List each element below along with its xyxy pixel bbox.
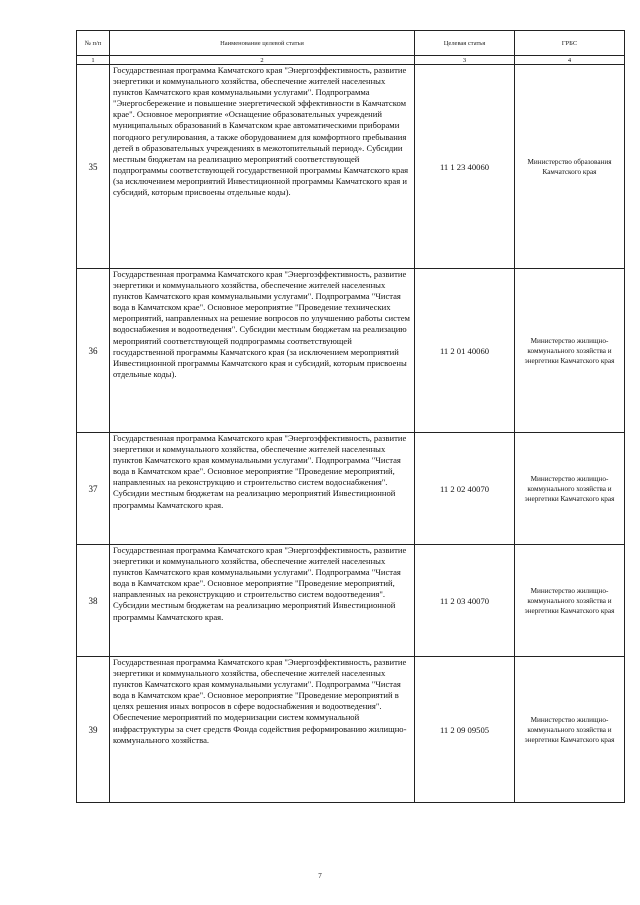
table-row — [77, 433, 625, 545]
header-code: Целевая статья — [415, 31, 515, 56]
row-description: Государственная программа Камчатского края "Энергоэффективность, развитие энергетики и коммунального хозяйства, обеспечение жителей населенных пунктов Камчатского края коммунальными услугами". Подпрограмма "Чистая вода в Камчатском крае". Основное мероприятие "Проведение технических мероприятий, направленных на решение вопросов по улучшению работы систем водоснабжения и водоотведения". Субсидии местным бюджетам на реализацию мероприятий соответствующей подпрограммы соответствующей государственной программы Камчатского края (за исключением мероприятий Инвестиционной программы Камчатского края и субсидий, которым присвоены отдельные коды). — [110, 269, 415, 433]
header-name: Наименование целевой статьи — [110, 31, 415, 56]
table-row — [77, 269, 625, 433]
row-code: 11 2 03 40070 — [415, 545, 515, 657]
row-code: 11 1 23 40060 — [415, 65, 515, 269]
column-index: 3 — [415, 56, 515, 65]
row-grbs: Министерство жилищно-коммунального хозяйства и энергетики Камчатского края — [515, 545, 625, 657]
row-number: 38 — [77, 545, 110, 657]
row-code: 11 2 01 40060 — [415, 269, 515, 433]
column-index: 1 — [77, 56, 110, 65]
budget-classification-table — [76, 30, 625, 803]
table-header-row — [77, 31, 625, 56]
table-row — [77, 65, 625, 269]
row-number: 39 — [77, 657, 110, 803]
row-code: 11 2 09 09505 — [415, 657, 515, 803]
row-grbs: Министерство жилищно-коммунального хозяйства и энергетики Камчатского края — [515, 269, 625, 433]
row-number: 35 — [77, 65, 110, 269]
row-number: 37 — [77, 433, 110, 545]
column-index: 2 — [110, 56, 415, 65]
header-grbs: ГРБС — [515, 31, 625, 56]
header-num: № п/п — [77, 31, 110, 56]
table-row — [77, 545, 625, 657]
row-code: 11 2 02 40070 — [415, 433, 515, 545]
row-grbs: Министерство образования Камчатского края — [515, 65, 625, 269]
column-index: 4 — [515, 56, 625, 65]
row-description: Государственная программа Камчатского края "Энергоэффективность, развитие энергетики и коммунального хозяйства, обеспечение жителей населенных пунктов Камчатского края коммунальными услугами". Подпрограмма "Чистая вода в Камчатском крае". Основное мероприятие "Проведение мероприятий, направленных на реконструкцию и строительство систем водоотведения". Субсидии местным бюджетам на реализацию мероприятий Инвестиционной программы Камчатского края. — [110, 545, 415, 657]
page-number: 7 — [318, 872, 322, 880]
row-grbs: Министерство жилищно-коммунального хозяйства и энергетики Камчатского края — [515, 433, 625, 545]
table-row — [77, 657, 625, 803]
row-number: 36 — [77, 269, 110, 433]
column-index-row — [77, 56, 625, 65]
row-description: Государственная программа Камчатского края "Энергоэффективность, развитие энергетики и коммунального хозяйства, обеспечение жителей населенных пунктов Камчатского края коммунальными услугами". Подпрограмма "Энергосбережение и повышение энергетической эффективности в Камчатском крае". Основное мероприятие «Оснащение образовательных учреждений муниципальных образований в Камчатском крае автоматическими приборами погодного регулирования, а также оборудованием для комфортного пребывания детей в образовательных учреждениях в межотопительный период». Субсидии местным бюджетам на реализацию мероприятий соответствующей подпрограммы соответствующей государственной программы Камчатского края (за исключением мероприятий Инвестиционной программы Камчатского края и субсидий, которым присвоены отдельные коды). — [110, 65, 415, 269]
row-grbs: Министерство жилищно-коммунального хозяйства и энергетики Камчатского края — [515, 657, 625, 803]
row-description: Государственная программа Камчатского края "Энергоэффективность, развитие энергетики и коммунального хозяйства, обеспечение жителей населенных пунктов Камчатского края коммунальными услугами". Подпрограмма "Чистая вода в Камчатском крае". Основное мероприятие "Проведение мероприятий, направленных на реконструкцию и строительство систем водоснабжения". Субсидии местным бюджетам на реализацию мероприятий Инвестиционной программы Камчатского края. — [110, 433, 415, 545]
row-description: Государственная программа Камчатского края "Энергоэффективность, развитие энергетики и коммунального хозяйства, обеспечение жителей населенных пунктов Камчатского края коммунальными услугами". Подпрограмма "Чистая вода в Камчатском крае". Основное мероприятие "Проведение мероприятий в целях решения иных вопросов в сфере водоснабжения и водоотведения". Обеспечение мероприятий по модернизации систем коммунальной инфраструктуры за счет средств Фонда содействия реформированию жилищно-коммунального хозяйства. — [110, 657, 415, 803]
